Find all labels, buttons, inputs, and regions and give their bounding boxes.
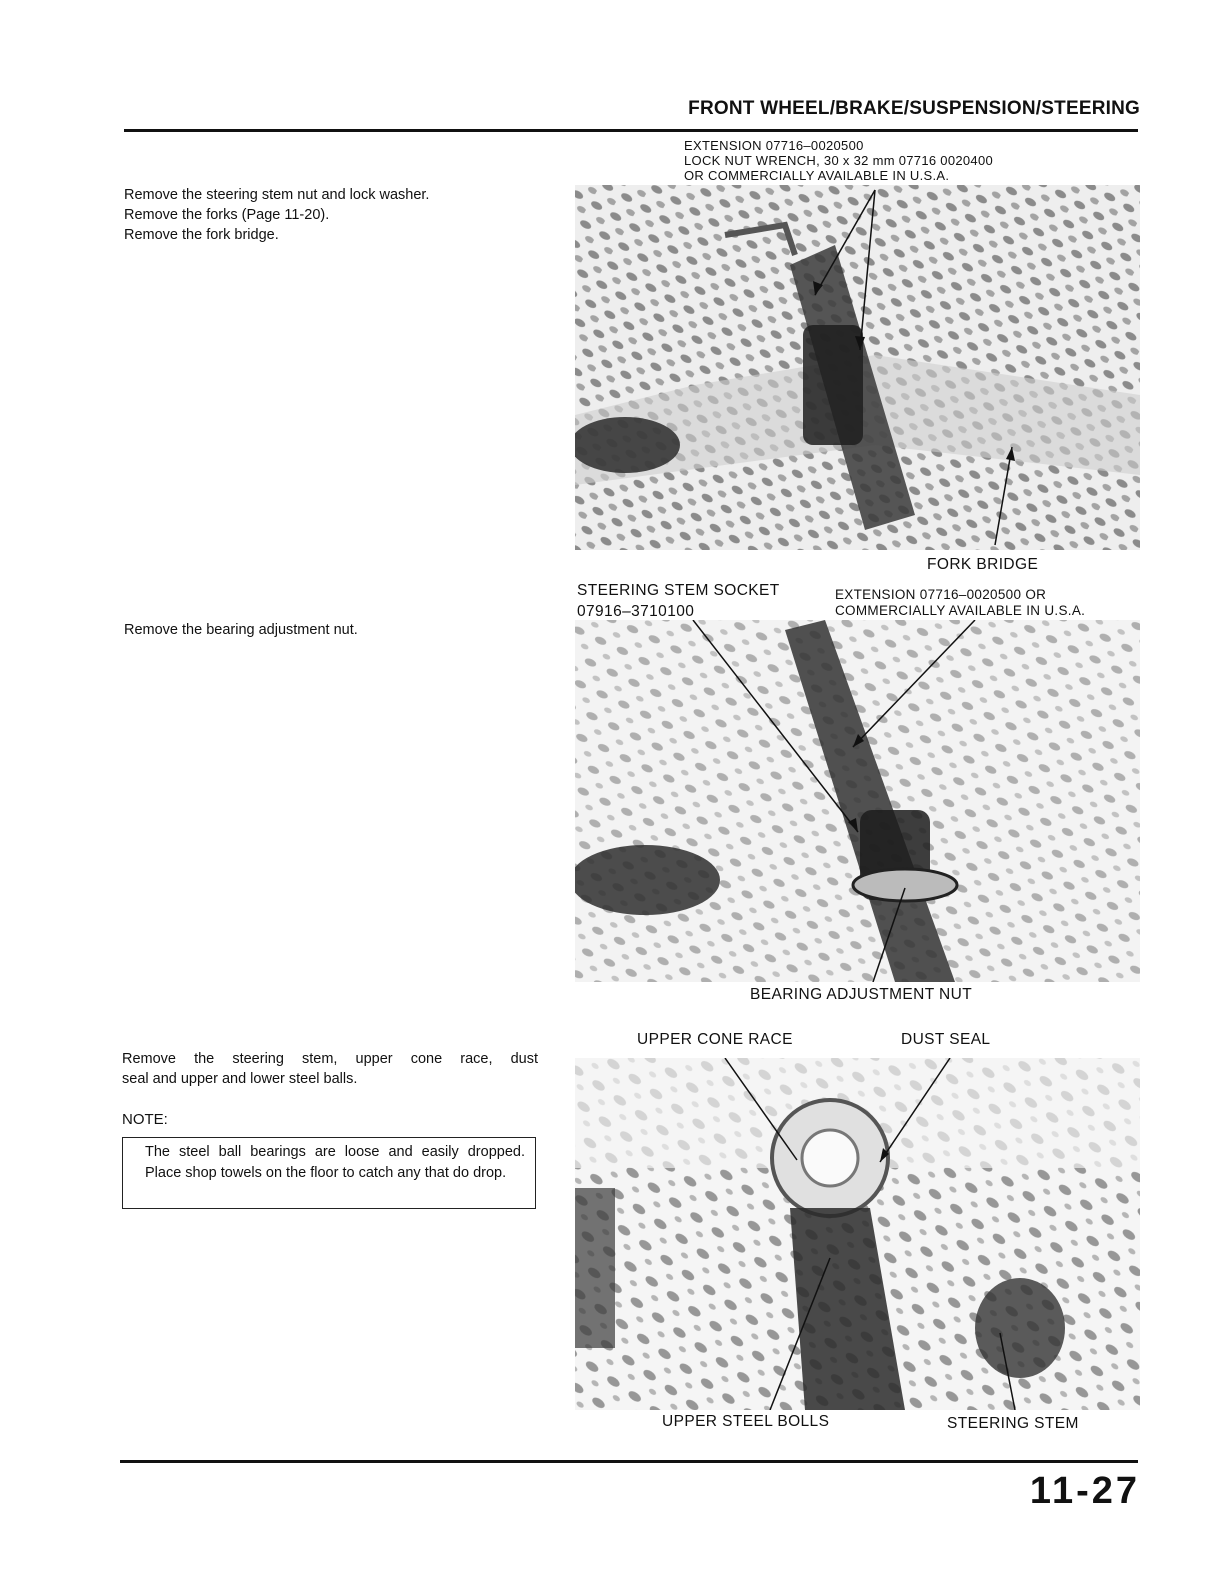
figure2-photo [575,620,1140,982]
figure3-dust-seal-label: DUST SEAL [901,1031,991,1048]
figure1-photo [575,185,1140,550]
figure2-socket-part-number: 07916–3710100 [577,603,695,620]
figure1-extension-label: EXTENSION 07716–0020500 [684,138,864,153]
note-label: NOTE: [122,1111,168,1128]
figure3-upper-steel-balls-label: UPPER STEEL BOLLS [662,1413,830,1430]
figure1-callout-top [684,138,993,183]
figure2-socket-name: STEERING STEM SOCKET [577,582,780,599]
figure2-bearing-adjustment-nut-label: BEARING ADJUSTMENT NUT [750,986,973,1003]
figure2-extension-label [835,587,1085,619]
figure1-lock-nut-wrench-label: LOCK NUT WRENCH, 30 x 32 mm 07716 0020400 [684,153,994,168]
note-text: The steel ball bearings are loose and easily dropped. Place shop towels on the floor to catch any that do drop. [145,1144,525,1181]
step-3-line-2: seal and upper and lower steel balls. [122,1071,358,1087]
footer-rule [120,1460,1138,1463]
figure2-extension-line-2: COMMERCIALLY AVAILABLE IN U.S.A. [835,603,1086,618]
page-header-title: FRONT WHEEL/BRAKE/SUSPENSION/STEERING [688,98,1140,119]
step-1-line-2: Remove the forks (Page 11-20). [124,207,330,223]
figure2-extension-line-1: EXTENSION 07716–0020500 OR [835,587,1047,602]
step-3-text [122,1049,538,1089]
figure1-commercial-label: OR COMMERCIALLY AVAILABLE IN U.S.A. [684,168,950,183]
figure2-socket-label [577,580,780,622]
step-2-line-1: Remove the bearing adjustment nut. [124,622,358,638]
note-box [122,1137,536,1209]
step-2-text [124,620,544,640]
figure3-photo [575,1058,1140,1410]
figure1-fork-bridge-label: FORK BRIDGE [927,556,1039,573]
step-1-text [124,185,544,245]
figure3-upper-cone-race-label: UPPER CONE RACE [637,1031,793,1048]
page-number: 11-27 [1029,1470,1140,1512]
step-3-line-1: Remove the steering stem, upper cone race, dust [122,1051,538,1067]
header-rule [124,129,1138,132]
step-1-line-1: Remove the steering stem nut and lock washer. [124,187,430,203]
step-1-line-3: Remove the fork bridge. [124,227,279,243]
figure3-steering-stem-label: STEERING STEM [947,1415,1079,1432]
